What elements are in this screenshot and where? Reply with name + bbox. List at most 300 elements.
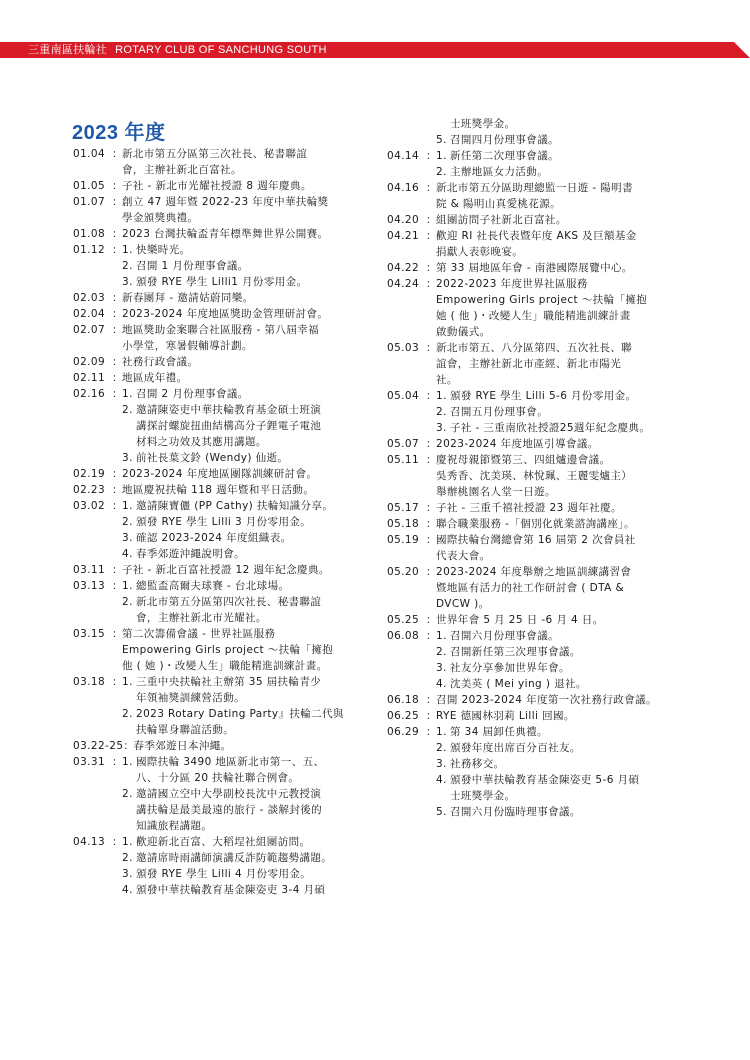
text-line: 新北市第五分區助理總監一日遊 - 陽明書 <box>436 182 633 194</box>
text-line: 年領袖獎訓練營活動。 <box>136 692 245 704</box>
item-text <box>136 578 368 594</box>
item-number: 1. <box>122 580 133 592</box>
text-line: 頒發 RYE 學生 Lilli 4 月份零用金。 <box>136 868 312 880</box>
entry-item <box>436 132 687 148</box>
right-column <box>387 116 687 820</box>
entry-item <box>436 516 687 532</box>
item-number: 3. <box>436 422 447 434</box>
item-text <box>136 402 368 450</box>
entry-date: 05.11 <box>387 454 420 466</box>
item-text <box>136 546 368 562</box>
item-text <box>450 724 687 740</box>
text-line: 慶祝母親節暨第三、四組爐邊會議。 <box>436 454 611 466</box>
item-text <box>436 260 687 276</box>
item-number: 2. <box>436 646 447 658</box>
timeline-entry <box>73 306 368 322</box>
date-separator: ： <box>426 726 437 738</box>
item-text <box>436 452 687 500</box>
item-text <box>450 740 687 756</box>
item-text <box>122 226 368 242</box>
date-separator: ： <box>426 262 437 274</box>
date-separator: ： <box>426 182 437 194</box>
text-line: 地區成年禮。 <box>122 372 188 384</box>
item-text <box>436 708 687 724</box>
entry-date: 02.04 <box>73 308 106 320</box>
entry-item <box>436 276 687 340</box>
entry-item <box>122 386 368 402</box>
entry-body <box>122 466 368 482</box>
entry-body <box>436 228 687 260</box>
entry-body <box>122 482 368 498</box>
entry-date: 02.19 <box>73 468 106 480</box>
entry-date: 04.21 <box>387 230 420 242</box>
text-line: 知識旅程講題。 <box>136 820 213 832</box>
text-line: 歡迎新北百富、大稻埕社組團訪問。 <box>136 836 311 848</box>
date-separator: ： <box>426 150 437 162</box>
timeline-entry <box>73 754 368 834</box>
entry-date: 05.04 <box>387 390 420 402</box>
entry-date: 03.15 <box>73 628 106 640</box>
date-separator: ： <box>426 342 437 354</box>
item-text <box>436 340 687 388</box>
text-line: 2023-2024 年度舉辦之地區訓練講習會 <box>436 566 632 578</box>
entry-item <box>122 290 368 306</box>
date-separator: ： <box>112 244 123 256</box>
date-separator: ： <box>112 580 123 592</box>
item-number: 2. <box>122 708 133 720</box>
item-text <box>450 628 687 644</box>
date-separator: ： <box>112 148 123 160</box>
entry-date: 04.14 <box>387 150 420 162</box>
timeline-entry <box>387 564 687 612</box>
timeline-entry <box>387 532 687 564</box>
entry-body <box>122 306 368 322</box>
text-line: 頒發 RYE 學生 Lilli 3 月份零用金。 <box>136 516 312 528</box>
date-separator: ： <box>112 388 123 400</box>
date-separator: ： <box>112 484 123 496</box>
entry-body <box>436 724 687 820</box>
item-number: 2. <box>122 260 133 272</box>
entry-item <box>122 850 368 866</box>
entry-date: 02.07 <box>73 324 106 336</box>
item-number <box>436 116 450 132</box>
date-separator: ： <box>123 740 135 752</box>
entry-date: 03.31 <box>73 756 106 768</box>
entry-date: 01.12 <box>73 244 106 256</box>
entry-date: 03.02 <box>73 500 106 512</box>
item-text <box>122 306 368 322</box>
timeline-entry <box>387 724 687 820</box>
text-line: 社務移交。 <box>450 758 505 770</box>
entry-body <box>436 628 687 692</box>
text-line: 會，主辦社新北市光耀社。 <box>136 612 267 624</box>
date-separator: ： <box>112 196 123 208</box>
date-separator: ： <box>426 710 437 722</box>
timeline-entry <box>387 708 687 724</box>
item-text <box>122 178 368 194</box>
entry-item <box>436 260 687 276</box>
entry-body <box>436 212 687 228</box>
item-text <box>136 450 368 466</box>
entry-item <box>122 466 368 482</box>
entry-body <box>122 578 368 626</box>
item-text <box>136 850 368 866</box>
entry-item <box>122 786 368 834</box>
item-text <box>136 786 368 834</box>
date-separator: ： <box>112 228 123 240</box>
entry-date: 05.18 <box>387 518 420 530</box>
entry-item <box>122 514 368 530</box>
entry-date: 04.20 <box>387 214 420 226</box>
item-number: 1. <box>122 756 133 768</box>
item-number: 3. <box>122 868 133 880</box>
text-line: 快樂時光。 <box>136 244 191 256</box>
item-text <box>450 404 687 420</box>
item-number: 2. <box>436 166 447 178</box>
item-text <box>436 212 687 228</box>
date-separator: ： <box>426 630 437 642</box>
timeline-entry <box>73 498 368 562</box>
item-text <box>122 322 368 354</box>
timeline-entry <box>73 242 368 290</box>
text-line: 士班獎學金。 <box>450 790 516 802</box>
date-separator: ： <box>426 518 437 530</box>
timeline-entry <box>387 340 687 388</box>
item-number: 2. <box>122 852 133 864</box>
text-line: 邀請陳寶儷 (PP Cathy) 扶輪知識分享。 <box>136 500 334 512</box>
item-number: 2. <box>436 742 447 754</box>
text-line: 扶輪單身聯誼活動。 <box>136 724 235 736</box>
text-line: 新春團拜 - 邀請姑蔚同樂。 <box>122 292 254 304</box>
item-number: 5. <box>436 806 447 818</box>
text-line: 舉辦桃園名人堂一日遊。 <box>436 486 556 498</box>
item-text <box>450 148 687 164</box>
text-line: 春季郊遊日本沖繩。 <box>133 740 232 752</box>
text-line: 地區慶祝扶輪 118 週年暨和平日活動。 <box>122 484 315 496</box>
page-title: 2023 年度 <box>72 122 166 144</box>
date-separator: ： <box>112 628 123 640</box>
entry-item <box>436 724 687 740</box>
entry-item <box>436 148 687 164</box>
date-separator: ： <box>112 292 123 304</box>
date-separator: ： <box>426 614 437 626</box>
timeline-entry <box>73 578 368 626</box>
text-line: 召開六月份臨時理事會議。 <box>450 806 581 818</box>
entry-item <box>436 116 687 132</box>
entry-body <box>122 146 368 178</box>
date-separator: ： <box>426 502 437 514</box>
entry-item <box>436 532 687 564</box>
text-line: 2023 Rotary Dating Party』扶輪二代與 <box>136 708 344 720</box>
text-line: 2023-2024 年度地區團隊訓練研討會。 <box>122 468 318 480</box>
entry-body <box>122 290 368 306</box>
entry-date: 03.18 <box>73 676 106 688</box>
text-line: 社務行政會議。 <box>122 356 199 368</box>
entry-body <box>436 436 687 452</box>
text-line: 講扶輪是最美最遠的旅行 - 談解封後的 <box>136 804 323 816</box>
text-line: 士班獎學金。 <box>450 118 516 130</box>
item-number: 4. <box>436 678 447 690</box>
entry-body <box>436 260 687 276</box>
item-text <box>450 420 687 436</box>
entry-date: 06.25 <box>387 710 420 722</box>
entry-item <box>122 626 368 674</box>
entry-item <box>436 756 687 772</box>
text-line: 頒發 RYE 學生 Lilli1 月份零用金。 <box>136 276 308 288</box>
entry-item <box>122 194 368 226</box>
text-line: 子社 - 三重千禧社授證 23 週年社慶。 <box>436 502 622 514</box>
date-separator: ： <box>112 564 123 576</box>
item-text <box>436 500 687 516</box>
timeline-entry <box>387 452 687 500</box>
item-number: 3. <box>436 758 447 770</box>
entry-item <box>436 340 687 388</box>
entry-body <box>122 178 368 194</box>
date-separator: ： <box>112 324 123 336</box>
timeline-entry <box>387 436 687 452</box>
item-text <box>136 530 368 546</box>
entry-body <box>436 692 687 708</box>
entry-item <box>436 228 687 260</box>
timeline-entry <box>73 386 368 466</box>
date-separator: ： <box>426 534 437 546</box>
text-line: 聯合職業服務 -「個別化就業諮詢講座」。 <box>436 518 635 530</box>
entry-body <box>436 708 687 724</box>
date-separator: ： <box>426 230 437 242</box>
timeline-entry <box>73 322 368 354</box>
text-line: 世界年會 5 月 25 日 -6 月 4 日。 <box>436 614 604 626</box>
entry-date: 04.16 <box>387 182 420 194</box>
item-text <box>122 290 368 306</box>
entry-body <box>436 180 687 212</box>
item-number: 1. <box>122 244 133 256</box>
text-line: 誼會，主辦社新北市產經、新北市陽光 <box>436 358 622 370</box>
item-text <box>122 482 368 498</box>
text-line: 講探討螺旋扭曲結構高分子鋰電子電池 <box>136 420 322 432</box>
timeline-entry <box>387 228 687 260</box>
entry-item <box>122 242 368 258</box>
entry-body <box>122 562 368 578</box>
item-text <box>133 738 368 754</box>
text-line: 學金頒獎典禮。 <box>122 212 199 224</box>
item-text <box>136 882 368 898</box>
timeline-entry <box>73 674 368 738</box>
entry-body <box>122 242 368 290</box>
entry-item <box>436 772 687 804</box>
timeline-entry <box>387 116 687 148</box>
entry-body <box>122 354 368 370</box>
item-number: 2. <box>436 406 447 418</box>
entry-date: 04.13 <box>73 836 106 848</box>
text-line: 新北市第五分區第三次社長、秘書聯誼 <box>122 148 308 160</box>
header-corner-notch <box>734 42 750 58</box>
running-header <box>28 42 327 58</box>
entry-item <box>122 354 368 370</box>
entry-item <box>436 612 687 628</box>
item-text <box>436 436 687 452</box>
entry-item <box>122 274 368 290</box>
timeline-entry <box>387 180 687 212</box>
text-line: 代表大會。 <box>436 550 491 562</box>
entry-item <box>436 180 687 212</box>
item-text <box>450 660 687 676</box>
date-separator: ： <box>426 694 437 706</box>
item-text <box>450 644 687 660</box>
item-text <box>450 116 687 132</box>
date-separator: ： <box>112 836 123 848</box>
text-line: 國際扶輪 3490 地區新北市第一、五、 <box>136 756 325 768</box>
timeline-entry <box>387 516 687 532</box>
text-line: 暨地區有活力的社工作研討會 ( DTA & <box>436 582 625 594</box>
entry-body <box>122 674 368 738</box>
item-text <box>450 804 687 820</box>
timeline-entry <box>73 290 368 306</box>
entry-item <box>436 388 687 404</box>
entry-date: 05.25 <box>387 614 420 626</box>
timeline-entry <box>73 562 368 578</box>
item-text <box>136 258 368 274</box>
entry-date: 01.04 <box>73 148 106 160</box>
entry-item <box>122 834 368 850</box>
entry-item <box>436 404 687 420</box>
text-line: 頒發年度出席百分百社友。 <box>450 742 581 754</box>
text-line: 會，主辦社新北百富社。 <box>122 164 242 176</box>
item-text <box>436 228 687 260</box>
text-line: 邀請國立空中大學副校長沈中元教授演 <box>136 788 322 800</box>
item-text <box>122 626 368 674</box>
item-text <box>450 388 687 404</box>
text-line: 2022-2023 年度世界社區服務 <box>436 278 588 290</box>
entry-date: 02.03 <box>73 292 106 304</box>
entry-item <box>436 164 687 180</box>
date-separator: ： <box>112 356 123 368</box>
text-line: 第 34 屆卸任典禮。 <box>450 726 548 738</box>
item-text <box>436 180 687 212</box>
text-line: 召開四月份理事會議。 <box>450 134 559 146</box>
entry-body <box>436 500 687 516</box>
text-line: 八、十分區 20 扶輪社聯合例會。 <box>136 772 300 784</box>
entry-item <box>122 530 368 546</box>
entry-body <box>436 564 687 612</box>
entry-date <box>387 116 426 148</box>
left-column <box>73 146 368 898</box>
text-line: 組團訪問子社新北百富社。 <box>436 214 567 226</box>
text-line: 子社 - 三重南欣社授證25週年紀念慶典。 <box>450 422 651 434</box>
item-text <box>136 386 368 402</box>
date-separator: ： <box>426 438 437 450</box>
item-text <box>122 354 368 370</box>
entry-item <box>133 738 368 754</box>
entry-item <box>436 500 687 516</box>
text-line: 他 ( 她 )・改變人生」職能精進訓練計畫。 <box>122 660 328 672</box>
entry-item <box>436 660 687 676</box>
entry-date: 03.22-25 <box>73 740 124 752</box>
entry-body <box>436 452 687 500</box>
entry-body <box>436 612 687 628</box>
timeline-entry <box>387 260 687 276</box>
entry-date: 06.29 <box>387 726 420 738</box>
entry-item <box>436 628 687 644</box>
timeline-entry <box>387 276 687 340</box>
text-line: 邀請席時雨講師演講反詐防範趨勢講題。 <box>136 852 333 864</box>
item-text <box>136 834 368 850</box>
entry-item <box>436 420 687 436</box>
entry-item <box>436 644 687 660</box>
text-line: 新北市第五、八分區第四、五次社長、聯 <box>436 342 633 354</box>
date-separator: ： <box>426 214 437 226</box>
timeline-entry <box>73 834 368 898</box>
text-line: 頒發 RYE 學生 Lilli 5-6 月份零用金。 <box>450 390 637 402</box>
entry-body <box>133 738 368 754</box>
text-line: 啟動儀式。 <box>436 326 491 338</box>
timeline-entry <box>73 146 368 178</box>
text-line: 新任第二次理事會議。 <box>450 150 559 162</box>
timeline-entry <box>73 178 368 194</box>
item-text <box>122 146 368 178</box>
entry-item <box>122 882 368 898</box>
text-line: 確認 2023-2024 年度組織表。 <box>136 532 292 544</box>
text-line: 三重中央扶輪社主辦第 35 屆扶輪青少 <box>136 676 322 688</box>
timeline-entry <box>73 482 368 498</box>
item-text <box>136 274 368 290</box>
item-text <box>436 276 687 340</box>
entry-body <box>122 626 368 674</box>
entry-item <box>436 740 687 756</box>
item-text <box>436 532 687 564</box>
entry-item <box>436 804 687 820</box>
entry-body <box>436 388 687 436</box>
timeline-entry <box>73 370 368 386</box>
date-separator: ： <box>426 454 437 466</box>
entry-item <box>122 450 368 466</box>
item-text <box>136 498 368 514</box>
text-line: 前社長葉文鈴 (Wendy) 仙逝。 <box>136 452 289 464</box>
entry-item <box>122 546 368 562</box>
timeline-entry <box>387 692 687 708</box>
entry-date: 03.11 <box>73 564 106 576</box>
entry-date: 06.08 <box>387 630 420 642</box>
entry-body <box>436 516 687 532</box>
entry-date: 04.24 <box>387 278 420 290</box>
entry-body <box>122 754 368 834</box>
timeline-entry <box>73 738 368 754</box>
text-line: 第 33 屆地區年會 - 南港國際展覽中心。 <box>436 262 633 274</box>
item-text <box>436 612 687 628</box>
item-number: 3. <box>122 276 133 288</box>
text-line: 子社 - 新北市光耀社授證 8 週年慶典。 <box>122 180 312 192</box>
timeline-entry <box>73 226 368 242</box>
entry-date: 05.03 <box>387 342 420 354</box>
text-line: 召開新任第三次理事會議。 <box>450 646 581 658</box>
entry-item <box>122 306 368 322</box>
item-number: 1. <box>436 630 447 642</box>
entry-date: 02.11 <box>73 372 106 384</box>
text-line: 子社 - 新北百富社授證 12 週年紀念慶典。 <box>122 564 330 576</box>
item-number: 1. <box>122 388 133 400</box>
date-separator: ： <box>112 756 123 768</box>
text-line: 2023-2024 年度地區獎助金管理研討會。 <box>122 308 329 320</box>
entry-item <box>122 482 368 498</box>
entry-item <box>122 866 368 882</box>
item-text <box>450 756 687 772</box>
item-text <box>136 514 368 530</box>
text-line: Empowering Girls project ～扶輪「擁抱 <box>436 294 648 306</box>
item-text <box>136 594 368 626</box>
item-number: 2. <box>122 788 133 800</box>
entry-body <box>436 340 687 388</box>
entry-date: 03.13 <box>73 580 106 592</box>
item-text <box>122 562 368 578</box>
